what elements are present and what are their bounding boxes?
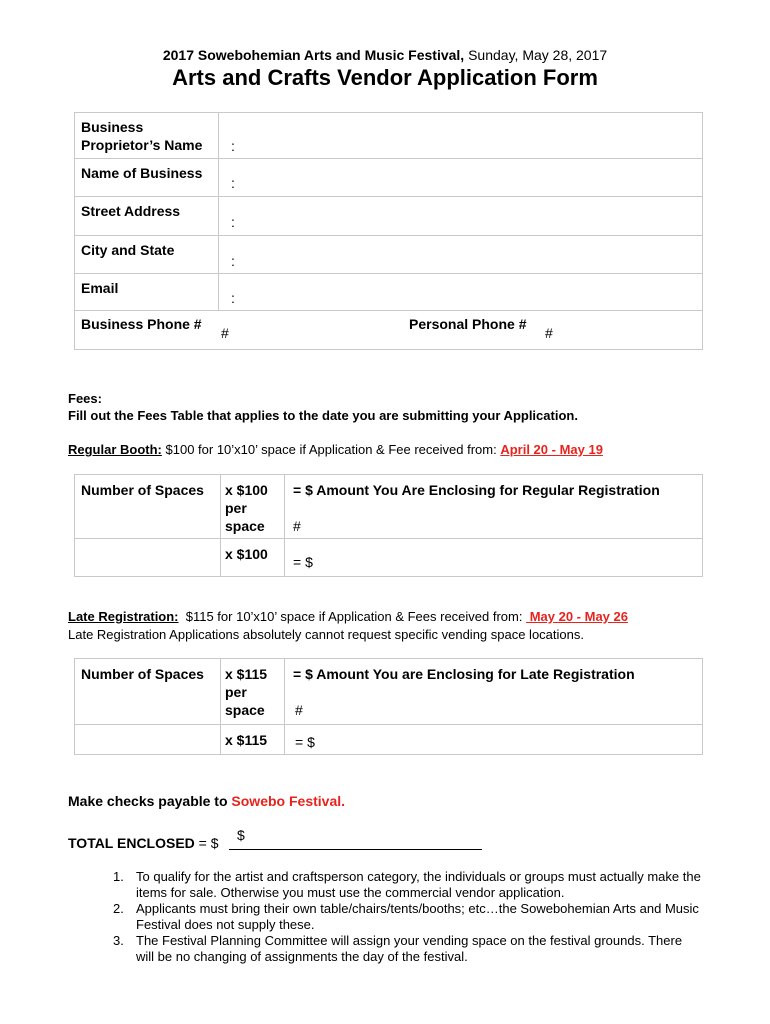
city-field[interactable] — [219, 236, 703, 274]
note-text: The Festival Planning Committee will assign your vending space on the festival grounds. There will be no changing of assignments the day of the festival. — [136, 933, 683, 964]
total-enclosed-label-line — [68, 835, 219, 851]
regular-spaces-field[interactable] — [75, 539, 221, 577]
late-spaces-field[interactable] — [75, 725, 221, 755]
festival-name: 2017 Sowebohemian Arts and Music Festival, — [162, 47, 465, 63]
form-subtitle — [0, 47, 770, 63]
total-enclosed-eq: = $ — [194, 835, 219, 851]
fees-heading: Fees: — [68, 391, 102, 406]
checks-payable-line — [68, 793, 345, 809]
regular-fees-table — [74, 474, 703, 577]
business-phone-field[interactable]: # — [221, 325, 229, 341]
note-number: 2. — [113, 901, 124, 916]
late-col-amount — [285, 659, 703, 725]
colon: : — [231, 290, 235, 306]
colon: : — [231, 175, 235, 191]
regular-col-rate: x $100 per space — [221, 475, 285, 539]
late-col-spaces: Number of Spaces — [75, 659, 221, 725]
late-registration-label: Late Registration: — [68, 609, 179, 624]
colon: : — [231, 138, 235, 154]
festival-date: Sunday, May 28, 2017 — [464, 47, 608, 63]
page-title: Arts and Crafts Vendor Application Form — [172, 65, 598, 90]
late-registration-note: Late Registration Applications absolutely cannot request specific vending space locations. — [68, 627, 584, 642]
late-col-rate: x $115 per space — [221, 659, 285, 725]
late-fees-table — [74, 658, 703, 755]
regular-booth-label: Regular Booth: — [68, 442, 162, 457]
list-item — [113, 933, 703, 965]
note-text: To qualify for the artist and craftsperson category, the individuals or groups must actually make the items for sale. Otherwise you must use the commercial vendor application. — [136, 869, 701, 900]
payee-name: Sowebo Festival. — [231, 793, 346, 809]
note-number: 1. — [113, 869, 124, 884]
vendor-info-table — [74, 112, 703, 350]
total-enclosed-label: TOTAL ENCLOSED — [68, 835, 195, 851]
late-registration-line — [68, 608, 628, 625]
proprietor-label: Business Proprietor’s Name — [75, 113, 219, 159]
phone-row — [75, 311, 703, 350]
late-registration-dates: May 20 - May 26 — [526, 609, 628, 624]
colon: : — [231, 253, 235, 269]
regular-booth-line — [68, 441, 603, 458]
late-rate-cell: x $115 — [221, 725, 285, 755]
street-field[interactable] — [219, 197, 703, 236]
city-label: City and State — [75, 236, 219, 274]
regular-booth-dates: April 20 - May 19 — [500, 442, 603, 457]
regular-col-amount — [285, 475, 703, 539]
street-label: Street Address — [75, 197, 219, 236]
personal-phone-label: Personal Phone # — [409, 316, 527, 332]
total-enclosed-value: $ — [237, 827, 245, 843]
email-label: Email — [75, 274, 219, 311]
business-phone-label: Business Phone # — [81, 316, 202, 332]
total-enclosed-field[interactable] — [229, 827, 482, 850]
list-item — [113, 869, 703, 901]
list-item — [113, 901, 703, 933]
regular-amount-hash: # — [293, 518, 301, 534]
regular-amount-field[interactable] — [285, 539, 703, 577]
personal-phone-field[interactable]: # — [545, 325, 553, 341]
regular-amount-header: = $ Amount You Are Enclosing for Regular Registration — [293, 482, 660, 498]
late-registration-text: $115 for 10’x10’ space if Application & Fees received from: — [178, 609, 527, 624]
checks-payable-text: Make checks payable to — [68, 793, 232, 809]
regular-col-spaces: Number of Spaces — [75, 475, 221, 539]
late-amount-field[interactable] — [285, 725, 703, 755]
fees-instruction: Fill out the Fees Table that applies to the date you are submitting your Application. — [68, 408, 578, 423]
business-name-field[interactable] — [219, 159, 703, 197]
regular-booth-text: $100 for 10’x10’ space if Application & Fee received from: — [161, 442, 501, 457]
regular-amount-eq: = $ — [293, 554, 313, 570]
late-amount-eq: = $ — [295, 734, 315, 750]
regular-rate-cell: x $100 — [221, 539, 285, 577]
email-field[interactable] — [219, 274, 703, 311]
business-name-label: Name of Business — [75, 159, 219, 197]
colon: : — [231, 214, 235, 230]
note-text: Applicants must bring their own table/chairs/tents/booths; etc…the Sowebohemian Arts and Music Festival does not supply these. — [136, 901, 699, 932]
proprietor-field[interactable] — [219, 113, 703, 159]
late-amount-hash: # — [295, 702, 303, 718]
note-number: 3. — [113, 933, 124, 948]
notes-list — [113, 869, 703, 965]
late-amount-header: = $ Amount You are Enclosing for Late Registration — [293, 666, 635, 682]
